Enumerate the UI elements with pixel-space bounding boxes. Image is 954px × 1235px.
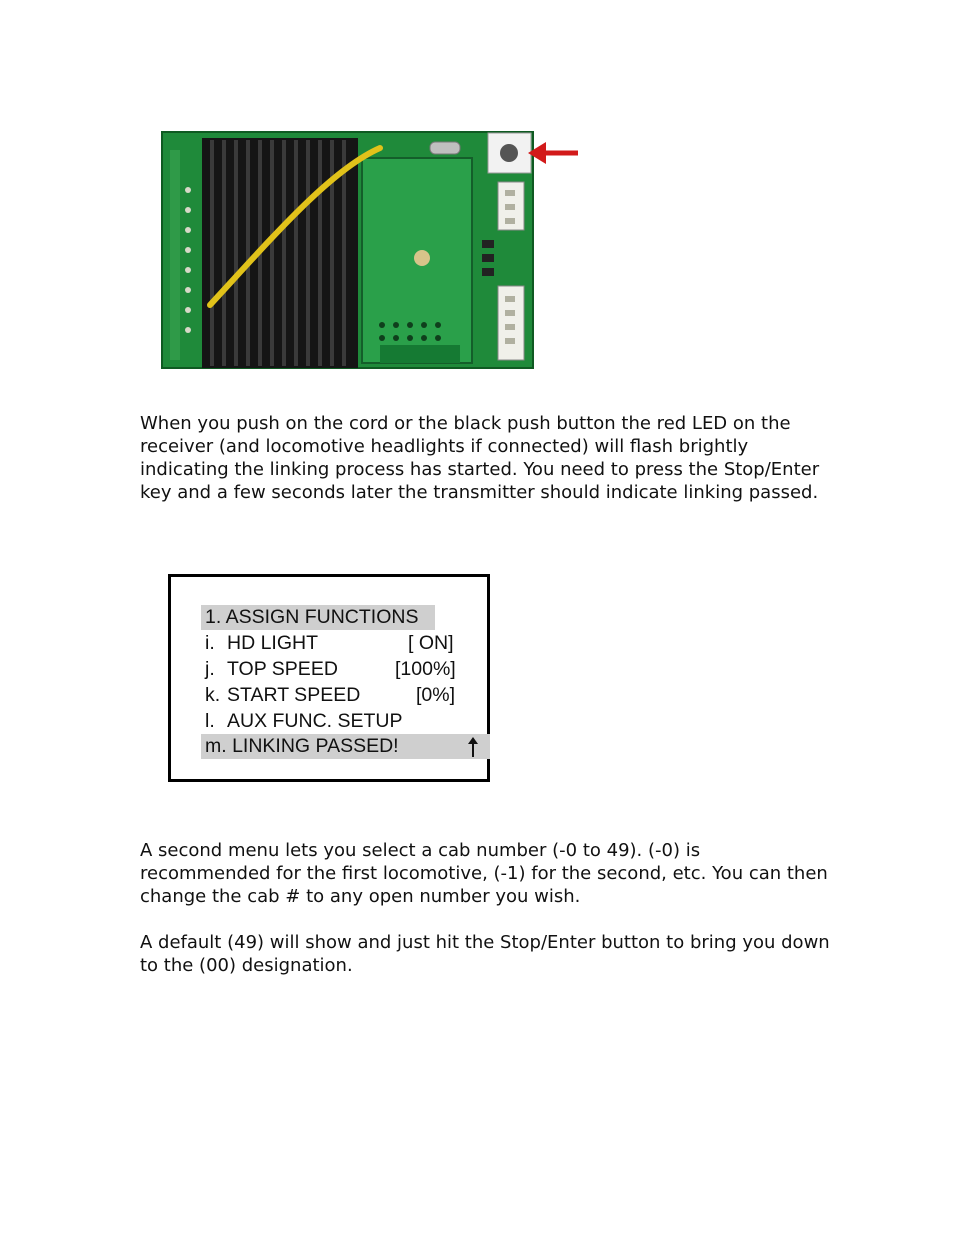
row-key: i. [205,632,215,654]
default-cab-paragraph: A default (49) will show and just hit the Stop/Enter button to bring you down to the (00) designation. [140,932,830,976]
row-name: AUX FUNC. SETUP [227,710,403,732]
row-value: [0%] [416,684,456,706]
row-name: START SPEED [227,684,361,706]
menu-row-top-speed [201,657,461,682]
red-arrow-icon [528,142,578,164]
rf-module [362,158,472,363]
menu-row-hd-light [201,631,461,656]
linking-instructions-paragraph: When you push on the cord or the black push button the red LED on the receiver (and locomotive headlights if connected) will flash brightly indicating the linking process has started. You need to press the Stop/Enter key and a few seconds later the transmitter should indicate linking passed. [140,413,820,503]
row-value: [100%] [395,658,456,680]
heatsink [202,138,358,368]
row-key: k. [205,684,221,706]
menu-row-linking-status [201,734,490,759]
menu-row-aux-func-setup [201,709,461,734]
cab-number-paragraph: A second menu lets you select a cab number (-0 to 49). (-0) is recommended for the first locomotive, (-1) for the second, etc. You can then change the cab # to any open number you wish. [140,840,828,907]
crystal [430,142,460,154]
receiver-board-photo [160,130,580,372]
linking-status-text: m. LINKING PASSED! [205,735,399,757]
push-button-icon [488,133,531,173]
menu-row-start-speed [201,683,461,708]
row-key: j. [205,658,215,680]
up-arrow-icon [466,736,480,758]
row-key: l. [205,710,215,732]
row-value: [ ON] [408,632,454,654]
lcd-menu-screen [168,574,490,782]
menu-title: 1. ASSIGN FUNCTIONS [201,605,435,630]
row-name: TOP SPEED [227,658,338,680]
row-name: HD LIGHT [227,632,319,654]
